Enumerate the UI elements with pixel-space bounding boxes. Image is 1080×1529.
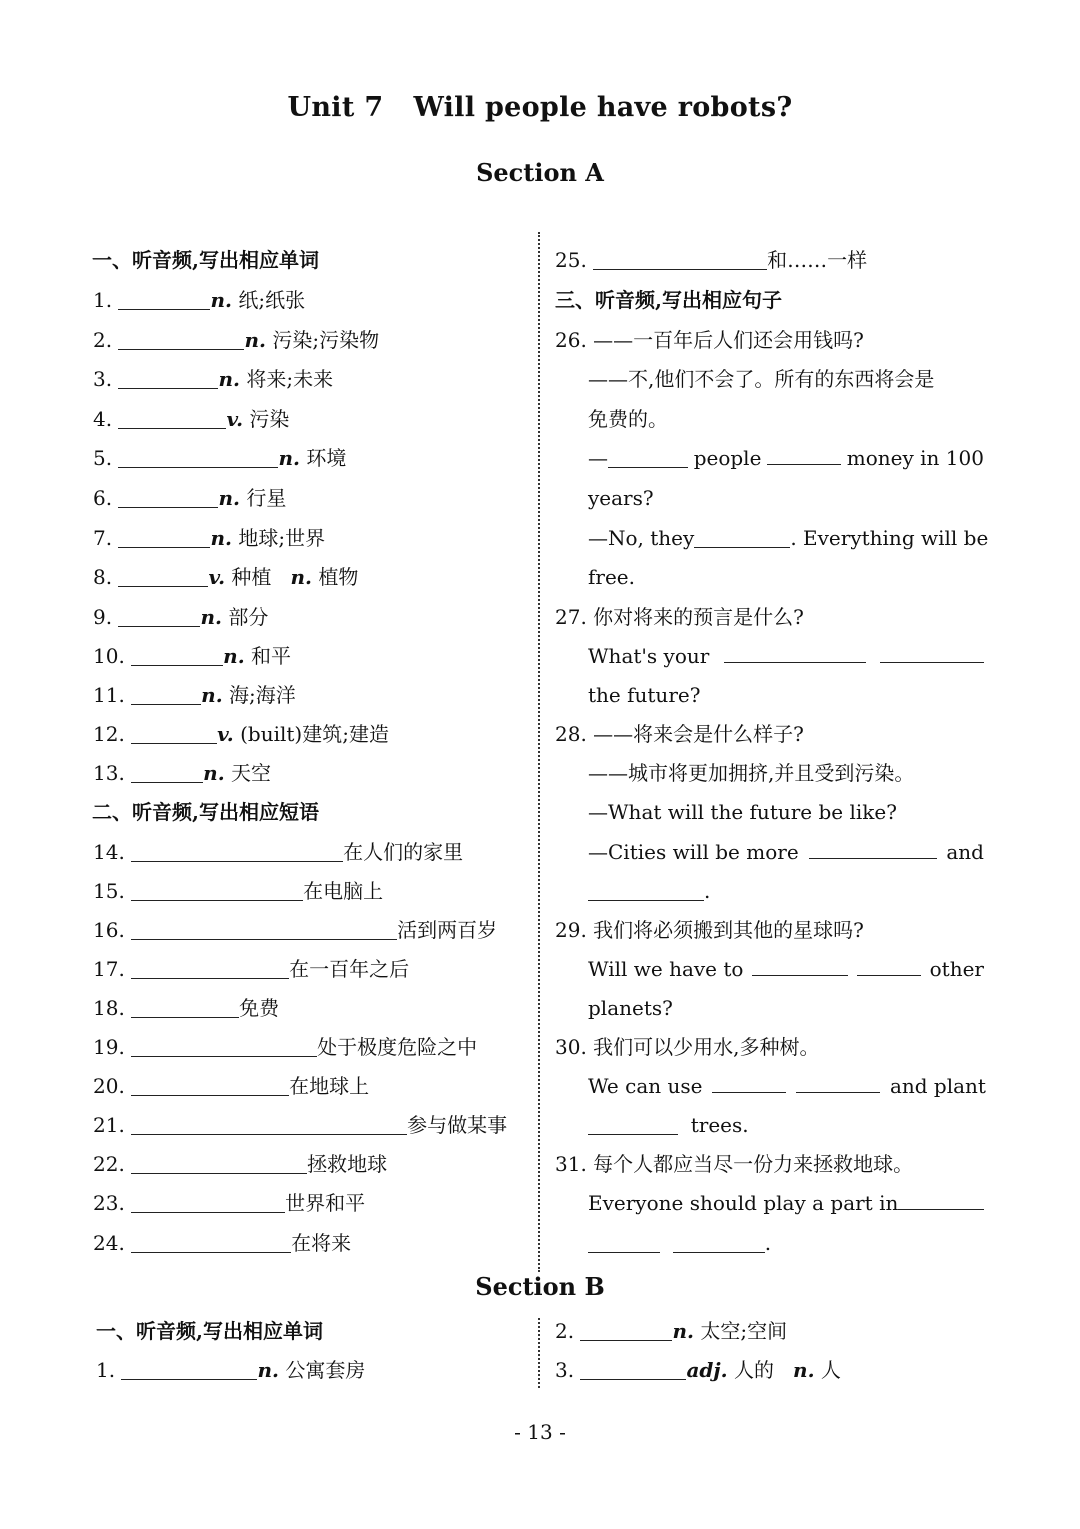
section-b-heading: Section B <box>475 1272 605 1301</box>
answer-blank[interactable] <box>131 1036 317 1057</box>
answer-blank[interactable] <box>118 606 200 627</box>
answer-blank[interactable] <box>131 880 303 901</box>
q26-zh-line2: ——不,他们不会了。所有的东西将会是 <box>588 367 935 391</box>
q28-en-line2-cont: . <box>588 877 710 905</box>
q30-en-cont: trees. <box>588 1111 749 1139</box>
column-divider <box>538 232 540 1272</box>
phrase-item-16: 16. 活到两百岁 <box>93 918 498 942</box>
column-divider-b <box>538 1318 540 1388</box>
phrase-item-15: 15. 在电脑上 <box>93 879 384 903</box>
q26-en-line2: —No, they . Everything will be <box>588 526 989 550</box>
q30-zh: 30. 我们可以少用水,多种树。 <box>555 1035 820 1059</box>
answer-blank[interactable] <box>898 1189 984 1210</box>
phrase-item-17: 17. 在一百年之后 <box>93 957 410 981</box>
q29-zh: 29. 我们将必须搬到其他的星球吗? <box>555 918 864 942</box>
answer-blank[interactable] <box>118 329 244 350</box>
q31-zh: 31. 每个人都应当尽一份力来拯救地球。 <box>555 1152 914 1176</box>
unit-title: Unit 7 Will people have robots? <box>287 92 793 123</box>
answer-blank[interactable] <box>131 997 239 1018</box>
answer-blank[interactable] <box>118 408 226 429</box>
answer-blank[interactable] <box>809 838 937 859</box>
q27-en: What's your <box>588 642 984 670</box>
word-item-7: 7. n. 地球;世界 <box>93 526 326 550</box>
answer-blank[interactable] <box>131 958 289 979</box>
q28-en-line2: —Cities will be more and <box>588 840 984 864</box>
answer-blank[interactable] <box>131 1192 285 1213</box>
answer-blank[interactable] <box>131 1153 307 1174</box>
answer-blank[interactable] <box>580 1359 686 1380</box>
q28-en-line1: —What will the future be like? <box>588 800 897 824</box>
answer-blank[interactable] <box>588 880 704 901</box>
word-item-8: 8. v. 种植 n. 植物 <box>93 565 359 589</box>
word-item-11: 11. n. 海;海洋 <box>93 683 296 707</box>
q26-en-line2-cont: free. <box>588 565 635 589</box>
answer-blank[interactable] <box>752 955 848 976</box>
answer-blank[interactable] <box>588 1232 660 1253</box>
b-word-item-1: 1. n. 公寓套房 <box>96 1358 366 1382</box>
answer-blank[interactable] <box>131 762 203 783</box>
answer-blank[interactable] <box>131 645 223 666</box>
answer-blank[interactable] <box>118 289 210 310</box>
page-number: - 13 - <box>514 1420 566 1444</box>
answer-blank[interactable] <box>880 642 984 663</box>
b-word-item-3: 3. adj. 人的 n. 人 <box>555 1358 841 1382</box>
answer-blank[interactable] <box>118 487 218 508</box>
answer-blank[interactable] <box>593 249 767 270</box>
answer-blank[interactable] <box>131 684 201 705</box>
phrase-item-22: 22. 拯救地球 <box>93 1152 388 1176</box>
answer-blank[interactable] <box>131 1114 407 1135</box>
q26-en-line1-cont: years? <box>588 486 654 510</box>
q29-en-cont: planets? <box>588 996 673 1020</box>
q27-en-cont: the future? <box>588 683 701 707</box>
word-item-12: 12. v. (built)建筑;建造 <box>93 722 389 746</box>
answer-blank[interactable] <box>694 527 790 548</box>
phrase-item-19: 19. 处于极度危险之中 <box>93 1035 478 1059</box>
answer-blank[interactable] <box>724 642 866 663</box>
answer-blank[interactable] <box>118 447 278 468</box>
phrase-item-23: 23. 世界和平 <box>93 1191 366 1215</box>
answer-blank[interactable] <box>131 1232 291 1253</box>
word-item-3: 3. n. 将来;未来 <box>93 367 334 391</box>
part3-heading: 三、听音频,写出相应句子 <box>555 288 782 312</box>
answer-blank[interactable] <box>118 368 218 389</box>
answer-blank[interactable] <box>673 1232 765 1253</box>
q31-en: Everyone should play a part in <box>588 1189 984 1217</box>
part2-heading: 二、听音频,写出相应短语 <box>92 800 319 824</box>
phrase-item-21: 21. 参与做某事 <box>93 1113 508 1137</box>
answer-blank[interactable] <box>118 566 208 587</box>
answer-blank[interactable] <box>608 447 688 468</box>
phrase-item-14: 14. 在人们的家里 <box>93 840 464 864</box>
answer-blank[interactable] <box>131 841 343 862</box>
q26-zh-line3: 免费的。 <box>588 407 668 431</box>
word-item-5: 5. n. 环境 <box>93 446 347 470</box>
word-item-4: 4. v. 污染 <box>93 407 290 431</box>
answer-blank[interactable] <box>857 955 921 976</box>
phrase-item-18: 18. 免费 <box>93 996 280 1020</box>
answer-blank[interactable] <box>131 919 397 940</box>
q30-en: We can use and plant <box>588 1074 986 1098</box>
phrase-item-24: 24. 在将来 <box>93 1231 352 1255</box>
answer-blank[interactable] <box>131 723 217 744</box>
section-a-heading: Section A <box>476 158 604 187</box>
word-item-2: 2. n. 污染;污染物 <box>93 328 380 352</box>
b-word-item-2: 2. n. 太空;空间 <box>555 1319 788 1343</box>
answer-blank[interactable] <box>588 1114 678 1135</box>
section-b-part1-heading: 一、听音频,写出相应单词 <box>96 1319 323 1343</box>
q29-en: Will we have to other <box>588 957 984 981</box>
answer-blank[interactable] <box>796 1072 880 1093</box>
answer-blank[interactable] <box>712 1072 786 1093</box>
q28-zh-line2: ——城市将更加拥挤,并且受到污染。 <box>588 761 915 785</box>
answer-blank[interactable] <box>118 527 210 548</box>
q26-en-line1: — people money in 100 <box>588 446 984 470</box>
q31-en-cont: . <box>588 1229 771 1257</box>
answer-blank[interactable] <box>121 1359 257 1380</box>
word-item-10: 10. n. 和平 <box>93 644 292 668</box>
word-item-13: 13. n. 天空 <box>93 761 272 785</box>
q26-zh-line1: 26. ——一百年后人们还会用钱吗? <box>555 328 864 352</box>
phrase-item-25: 25. 和……一样 <box>555 248 868 272</box>
answer-blank[interactable] <box>131 1075 289 1096</box>
word-item-1: 1. n. 纸;纸张 <box>93 288 306 312</box>
word-item-6: 6. n. 行星 <box>93 486 287 510</box>
word-item-9: 9. n. 部分 <box>93 605 269 629</box>
answer-blank[interactable] <box>767 444 841 465</box>
answer-blank[interactable] <box>580 1320 672 1341</box>
q27-zh: 27. 你对将来的预言是什么? <box>555 605 804 629</box>
part1-heading: 一、听音频,写出相应单词 <box>92 248 319 272</box>
q28-zh-line1: 28. ——将来会是什么样子? <box>555 722 804 746</box>
phrase-item-20: 20. 在地球上 <box>93 1074 370 1098</box>
